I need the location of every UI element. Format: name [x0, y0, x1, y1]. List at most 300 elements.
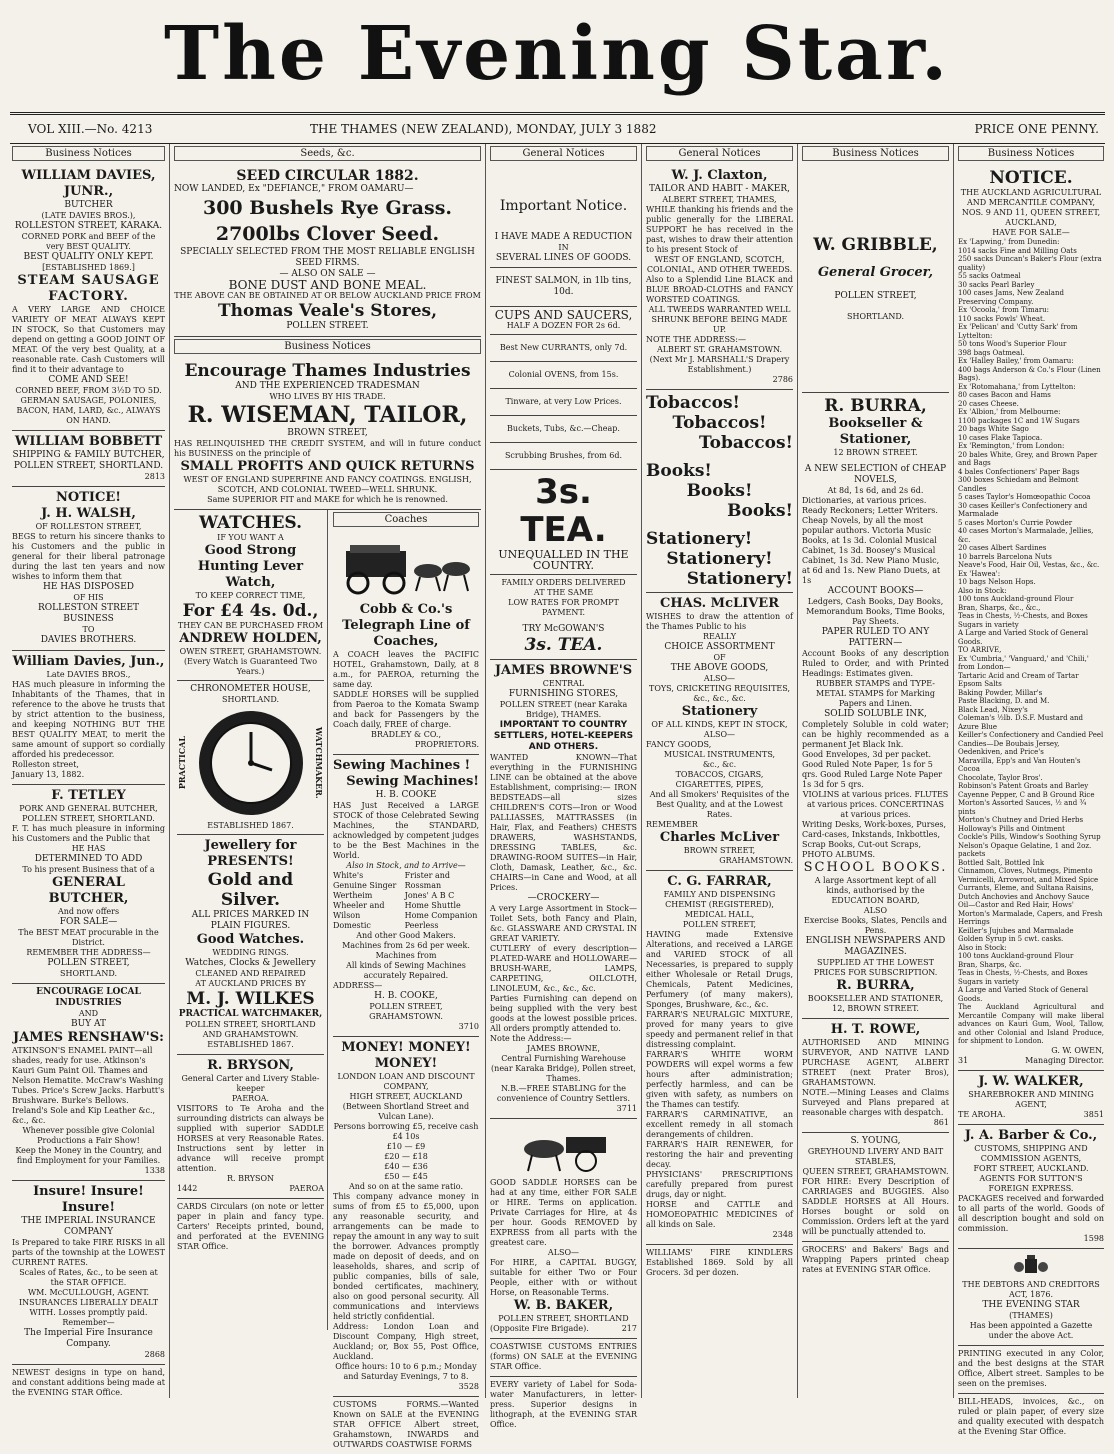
ad-line: DAVIES BROTHERS. [40, 635, 137, 645]
ad-number: 2813 [144, 472, 165, 481]
ad-line: GENERAL BUTCHER, [48, 875, 129, 906]
ad-auckland-agricultural [958, 165, 1104, 1071]
ad-insurance [12, 1181, 165, 1365]
ad-line: Sewing Machines! [346, 774, 479, 789]
ad-line: CORNED BEEF, FROM 3½D TO 5D. [15, 386, 162, 395]
divider [490, 334, 637, 335]
list-item: Baking Powder, Millar's [958, 688, 1043, 697]
sub-column-right [330, 510, 482, 1449]
ad-line: Stationery [681, 704, 758, 719]
ad-gribble [802, 165, 949, 393]
ad-line: Remember— [62, 1318, 115, 1327]
list-item: A Large and Varied Stock of General Goods. [958, 986, 1089, 1003]
ad-line: THE AUCKLAND AGRICULTURAL AND MERCANTILE COMPANY, [960, 188, 1102, 207]
ad-line: HAVE FOR SALE— [992, 228, 1070, 237]
ad-body: BILL-HEADS, invoices, &c., on ruled or plain paper, of every size and quality executed with despatch at the Evening Star Office. [958, 1396, 1104, 1436]
ad-line: DETERMINED TO ADD [34, 854, 143, 864]
ad-line: Colonial OVENS, from 15s. [508, 370, 619, 379]
ad-name: WILLIAM DAVIES, JUNR., [21, 168, 156, 199]
list-item: Morton's Chutney and Dried Herbs [958, 816, 1084, 824]
ad-line: CUSTOMS, SHIPPING AND COMMISSION AGENTS, [974, 1143, 1088, 1163]
list-item: 30 cases Keiller's Confectionery and Marmalade [958, 501, 1088, 518]
ad-body: WISHES to draw the attention of the Thames Public to his [646, 612, 793, 631]
list-item: Cinnamon, Cloves, Nutmegs, Pimento [958, 867, 1093, 875]
machine-list-right [405, 871, 479, 931]
ad-line: THE IMPERIAL INSURANCE COMPANY [21, 1216, 156, 1237]
ad-line: Encourage Thames Industries [184, 361, 471, 381]
ad-line: GRAHAMSTOWN. [719, 856, 793, 865]
ad-walker [958, 1071, 1104, 1125]
ad-line: A large Assortment kept of all kinds, authorised by the EDUCATION BOARD, [814, 876, 937, 905]
column-5 [798, 144, 954, 1398]
ad-line: SHORTLAND. [847, 312, 904, 321]
ad-line: At 8d, 1s 6d, and 2s 6d. [827, 486, 924, 495]
ad-line: BEST QUALITY ONLY KEPT. [23, 252, 154, 262]
ad-line: SHIPPING & FAMILY BUTCHER, [12, 450, 165, 460]
ad-body: The Auckland Agricultural and Mercantile Company will make liberal advances on Kauri Gum, Wool, Tallow, and other Colonial and Island Produce, for shipment to London. [958, 1003, 1104, 1045]
list-item: 300 boxes Schiedam and Belmont Candles [958, 476, 1079, 493]
ad-number: 1442 [177, 1184, 198, 1193]
ad-line: Books! [686, 481, 753, 501]
ad-line: Charles McLiver [659, 830, 780, 845]
ad-bryson [177, 1055, 324, 1199]
ad-line: ENCOURAGE LOCAL INDUSTRIES [36, 987, 141, 1008]
list-item: Sugars in variety [958, 620, 1019, 629]
ad-line: Also in Stock, and to Arrive— [346, 861, 466, 870]
ad-bobbett [12, 431, 165, 487]
ad-line: (Next Mr J. MARSHALL'S Drapery Establishment.) [649, 355, 790, 374]
ad-line: 3s. TEA. [520, 472, 607, 550]
ad-line: ROLLESTON STREET, KARAKA. [14, 221, 163, 231]
ad-line: REMEMBER [646, 820, 698, 829]
ad-line: MUSICAL INSTRUMENTS, [663, 750, 776, 759]
ad-body: FARRAR'S WHITE WORM POWDERS will expel worms a few hours after administration; perfectly harmless, and can be given with safety, as numbers on the Thames can testify. [646, 1050, 793, 1109]
ad-labels [490, 1377, 637, 1434]
divider [490, 267, 637, 268]
ad-coastwise [490, 1339, 637, 1377]
ad-body: For HIRE, a CAPITAL BUGGY, suitable for either Two or Four People, either with or without Horse, on Reasonable Terms. [490, 1258, 637, 1297]
list-item: 20 bags White Sago [958, 425, 1029, 433]
list-item: 5 cases Taylor's Homœopathic Cocoa [958, 493, 1091, 501]
divider [490, 306, 637, 307]
ad-name: THE DEBTORS AND CREDITORS ACT, 1876. [962, 1279, 1100, 1299]
ad-line: WEST OF ENGLAND, SCOTCH, COLONIAL, AND OTHER TWEEDS. [646, 255, 793, 274]
list-item: Epsom Salts [958, 680, 1002, 688]
list-item: Holloway's Pills and Ointment [958, 824, 1065, 833]
ad-line: Whenever possible give Colonial Productions a Fair Show! [22, 1126, 155, 1145]
ad-line: THE ABOVE CAN BE OBTAINED AT OR BELOW AUCKLAND PRICE FROM [174, 291, 481, 300]
list-item: Frister and Rossman [404, 871, 451, 890]
divider [177, 680, 324, 681]
list-item: £20 — £18 [384, 1152, 428, 1161]
ad-line: ALBERT ST. GRAHAMSTOWN. [656, 345, 783, 354]
ad-body: WHILE thanking his friends and the public generally for the LIBERAL SUPPORT he has received in the past, wishes to draw their attention to his present Stock of [646, 205, 793, 254]
ad-line: PAEROA. [231, 1094, 270, 1103]
ad-line: POLLEN STREET, GRAHAMSTOWN. [369, 1002, 443, 1021]
ad-line: Central Furnishing Warehouse (near Karaka Bridge), Pollen street, Thames. [491, 1054, 636, 1083]
ad-line: Watches, Clocks & Jewellery [185, 958, 316, 968]
list-item: Keiller's Jujubes and Marmalade [958, 926, 1074, 935]
ad-line: HE HAS DISPOSED [43, 582, 134, 592]
ad-line: FAMILY AND DISPENSING CHEMIST (REGISTERED), [663, 890, 776, 909]
ad-line: [ESTABLISHED 1869.] [42, 263, 135, 272]
ad-body: HAS much pleasure in informing the Inhabitants of the Thames, that in reference to the above he trusts that by strict attention to the business, and keeping NOTHING BUT THE BEST QUALITY MEAT, to merit the same amount of support so cordially afforded his predecessor. [12, 680, 165, 759]
list-item: 100 tons Auckland-ground Flour [958, 952, 1074, 960]
column-header: Seeds, &c. [174, 146, 481, 161]
list-item: 10 bags Nelson Hops. [958, 578, 1036, 586]
ad-line: SHORTLAND. [60, 969, 117, 978]
list-item: £40 — £36 [384, 1162, 428, 1171]
list-item: 50 tons Wood's Superior Flour [958, 340, 1067, 348]
ad-line: For £4 4s. 0d., [182, 601, 319, 621]
ad-line: Tobaccos! [698, 433, 793, 453]
ad-line: Tinware, at very Low Prices. [505, 397, 622, 406]
ad-line: Office hours: 10 to 6 p.m.; Monday and Saturday Evenings, 7 to 8. [335, 1362, 477, 1381]
ad-line: Machines from 2s 6d per week. Machines from [342, 941, 470, 960]
ad-line: GREYHOUND LIVERY AND BAIT STABLES, [807, 1147, 944, 1166]
ad-name: F. TETLEY [51, 788, 126, 803]
ad-line: STEAM SAUSAGE FACTORY. [17, 273, 160, 304]
ad-line: BUY AT [70, 1019, 106, 1029]
list-item: 10 cases Flake Tapioca. [958, 433, 1043, 442]
ad-line: POLLEN STREET, SHORTLAND AND GRAHAMSTOWN. [185, 1020, 316, 1039]
ad-body: FOR HIRE: Every Description of CARRIAGES and BUGGIES. Also SADDLE HORSES at All Hours. Horses bought or sold on Commission. Orders left at the yard will be punctually attended to. [802, 1177, 949, 1236]
ad-line: ADDRESS— [333, 981, 383, 990]
ad-name: Important Notice. [499, 198, 628, 214]
ad-line: R. BRYSON [226, 1174, 275, 1183]
machine-list [333, 871, 479, 931]
list-item: 20 cases Albert Sardines [958, 544, 1047, 552]
ad-line: 12, BROWN STREET. [832, 1004, 919, 1013]
ad-footer [177, 1184, 324, 1194]
list-item: Ex 'Remington,' from London: [958, 442, 1065, 450]
ad-body: Dictionaries, at various prices. Ready Reckoners; Letter Writers. Cheap Novels, by all the most popular authors. Victoria Music Books, at 1s 3d. Colonial Musical Cabinet, 1s 3d. Boosey's Musical Cabinet, 1s 3d. New Piano Music, at 6d and 1s. New Piano Duets, at 1s [802, 496, 941, 585]
ad-money [333, 1037, 479, 1397]
ad-cooke [333, 755, 479, 1037]
ad-line: TAILOR AND HABIT - MAKER, [649, 184, 790, 194]
ad-name: H. T. ROWE, [830, 1022, 921, 1037]
ad-line: PROPRIETORS. [414, 740, 479, 749]
ad-line: WM. McCULLOUGH, AGENT. [27, 1288, 150, 1297]
ad-body: FARRAR'S CARMINATIVE, an excellent remedy in all stomach derangements of children. [646, 1110, 793, 1139]
ad-name: J. A. Barber & Co., [964, 1127, 1098, 1143]
ad-line: PRACTICAL WATCHMAKER, [178, 1009, 323, 1019]
ad-line: &c., &c., &c. [693, 694, 746, 703]
ad-line: PAEROA [289, 1184, 324, 1193]
ad-line: POLLEN STREET, SHORTLAND. [13, 461, 164, 471]
list-item: 80 cases Bacon and Hams [958, 391, 1051, 399]
ad-line: BROWN STREET, [287, 428, 368, 438]
ad-line: (LATE DAVIES BROS.), [41, 211, 136, 220]
masthead [0, 6, 1114, 102]
ad-body: BEGS to return his sincere thanks to his Customers and the public in general for their liberal patronage during the last ten years and now wishes to inform them that [12, 532, 165, 581]
ad-claxton [646, 165, 793, 390]
ad-line: January 13, 1882. [12, 770, 85, 779]
ad-line: FORT STREET, AUCKLAND. [973, 1163, 1089, 1173]
ad-body: COASTWISE CUSTOMS ENTRIES (forms) ON SALE at the EVENING STAR Office. [490, 1342, 637, 1371]
ad-line: Best New CURRANTS, only 7d. [499, 343, 628, 352]
ad-davies-jun [12, 651, 165, 785]
ad-line: NOS. 9 AND 11, QUEEN STREET, AUCKLAND, [961, 208, 1101, 227]
divider [646, 592, 793, 593]
ad-number: 1338 [144, 1166, 165, 1175]
ad-line: POLLEN STREET, SHORTLAND [498, 1314, 629, 1323]
ad-line: TOYS, CRICKETING REQUISITES, [648, 684, 790, 693]
list-item: Ex 'Pelican' and 'Cutty Sark' from Lyttelton: [958, 323, 1078, 340]
ad-line: FANCY GOODS, [646, 740, 712, 749]
ad-body: Address: London Loan and Discount Company, High street, Auckland; or, Box 55, Post Office, Auckland. [333, 1322, 479, 1361]
ad-browne [490, 660, 637, 1119]
ad-line: HALF A DOZEN FOR 2s 6d. [506, 321, 621, 330]
ad-line: BUTCHER [64, 200, 113, 210]
ad-line: Stationery! [666, 549, 773, 569]
ad-bill-heads [958, 1394, 1104, 1441]
list-item: Ex 'Lapwing,' from Dunedin: [958, 238, 1060, 246]
list-item: Oil—Castor and Red Hair, Hows' [958, 901, 1074, 909]
list-item: 55 sacks Oatmeal [958, 272, 1021, 280]
ad-line: And all Smokers' Requisites of the Best Quality, and at the Lowest Rates. [649, 790, 790, 819]
ad-line: Scrubbing Brushes, from 6d. [504, 451, 623, 460]
ad-renshaw [12, 984, 165, 1181]
ad-name: W. B. BAKER, [513, 1298, 614, 1313]
ad-name: CHAS. McLIVER [659, 596, 780, 611]
ad-body: ATKINSON'S ENAMEL PAINT—all shades, ready for use. Atkinson's Kauri Gum Paint Oil. Thames and Nelson Hematite. McCraw's Washing Tubes. Price's Screw Jacks. Harbutt's Brushware. Burke's Bellows. Ireland's Sole and Kip Leather &c., &c., &c. [12, 1046, 165, 1125]
columns [8, 144, 1108, 1449]
ad-line: CORNED PORK and BEEF of the very BEST QUALITY. [21, 232, 156, 251]
ad-davies [12, 165, 165, 431]
divider [490, 361, 637, 362]
ad-line: Keep the Money in the Country, and find Employment for your Families. [15, 1146, 162, 1165]
divider [177, 834, 324, 835]
list-item: Candies—De Boubais Jersey, Oedenkiven, and Price's [958, 739, 1060, 756]
column-3 [486, 144, 642, 1429]
ad-line: BONE DUST AND BONE MEAL. [228, 278, 427, 292]
ad-line: The Imperial Fire Insurance Company. [24, 1328, 153, 1349]
ad-body: HORSE and CATTLE and HOMOEOPATHIC MEDICINES of all kinds on Sale. [646, 1200, 793, 1229]
list-item: Ex 'Cumbria,' 'Vanguard,' and 'Chili,' from London— [958, 654, 1089, 671]
ad-body: Completely Soluble in cold water; can be highly recommended as a permanent Jet Black Ink. [802, 720, 949, 749]
list-item: Bran, Sharps, &c., &c., [958, 603, 1041, 612]
ad-line: BRADLEY & CO., [370, 730, 442, 739]
ad-name: WILLIAM BOBBETT [14, 434, 163, 449]
list-item: Home Companion [404, 911, 478, 920]
ad-line: PAPER RULED TO ANY PATTERN— [821, 627, 930, 648]
ad-line: TO KEEP CORRECT TIME, [195, 591, 306, 600]
ad-line: AGENTS FOR SUTTON'S FOREIGN EXPRESS. [979, 1173, 1083, 1193]
ad-line: ESTABLISHED 1867. [207, 1040, 294, 1049]
ad-line: SHAREBROKER AND MINING AGENT, [968, 1089, 1094, 1109]
ad-line: AT AUCKLAND PRICES BY [195, 979, 306, 988]
ad-body: CARDS Circulars (on note or letter paper in plain and fancy type. Carters' Receipts printed, bound, and perforated at the EVENING STAR Office. [177, 1202, 324, 1251]
ad-line: WHO LIVES BY HIS TRADE. [269, 392, 386, 401]
ad-walsh [12, 487, 165, 651]
list-item: 30 sacks Pearl Barley [958, 280, 1035, 289]
ad-body: HAS RELINQUISHED THE CREDIT SYSTEM, and will in future conduct his BUSINESS on the principle of [174, 439, 481, 458]
ad-line: THEY CAN BE PURCHASED FROM [177, 621, 324, 630]
ad-line: 3s. TEA. [524, 635, 603, 655]
list-item: £10 — £9 [386, 1142, 426, 1151]
ad-body: FARRAR'S NEURALGIC MIXTURE, proved for many years to give speedy and permanent relief in that distressing complaint. [646, 1010, 793, 1049]
list-item: 250 sacks Duncan's Baker's Flour (extra quality) [958, 255, 1102, 272]
ad-line: POLLEN STREET, [834, 291, 917, 301]
ad-line: 2700lbs Clover Seed. [215, 223, 440, 245]
ad-line: ALSO— [547, 1248, 580, 1257]
list-item: Morton's Assorted Sauces, ½ and ¾ pints [958, 799, 1087, 816]
ad-line: ALSO— [703, 674, 736, 683]
ad-newest-designs [12, 1365, 165, 1402]
ad-customs-forms [333, 1397, 479, 1454]
ad-body: Is Prepared to take FIRE RISKS in all parts of the township at the LOWEST CURRENT RATES. [12, 1238, 165, 1267]
ad-line: BROWN STREET, [683, 846, 756, 855]
list-item: 10 barrels Barcelona Nuts [958, 552, 1052, 561]
list-item: Ex 'Rotomahana,' from Lyttelton: [958, 382, 1076, 391]
ad-line: AND [78, 1009, 99, 1018]
ad-line: AT THE SAME [533, 588, 594, 597]
ad-line: ENGLISH NEWSPAPERS AND MAGAZINES. [805, 936, 946, 957]
sub-column-left [174, 510, 328, 1330]
ad-line: JAMES BROWNE, [526, 1044, 601, 1053]
ad-line: HE HAS [71, 844, 106, 853]
ad-barber [958, 1125, 1104, 1249]
ad-number: 2348 [772, 1230, 793, 1239]
ad-name: Insure! Insure! Insure! [33, 1184, 144, 1215]
ad-line: H. B. COOKE [375, 790, 437, 800]
ad-line: VIOLINS at various prices. FLUTES at various prices. CONCERTINAS at various prices. [802, 790, 949, 819]
list-item: 20 bales White, Grey, and Brown Paper and Bags [958, 450, 1098, 467]
ad-body: Also to a Splendid Line BLACK and BLUE BROAD-CLOTHS and FANCY WORSTED COATINGS. [646, 275, 793, 304]
list-item: Morton's Marmalade, Capers, and Fresh Herrings [958, 909, 1103, 926]
ad-line: Buckets, Tubs, &c.—Cheap. [507, 424, 620, 433]
ad-body: Good Envelopes, 3d per packet. Good Ruled Note Paper, 1s for 5 qrs. Good Ruled Large Note Paper 1s 3d for 5 qrs. [802, 750, 943, 789]
dateline-bar [10, 112, 1105, 144]
ad-body: FARRAR'S HAIR RENEWER, for restoring the hair and preventing decay. [646, 1140, 793, 1169]
ad-name: J. W. WALKER, [978, 1073, 1084, 1089]
ad-number: 217 [621, 1324, 637, 1333]
ad-line: And other Good Makers. [356, 931, 456, 940]
ad-line: RUBBER STAMPS and TYPE-METAL STAMPS for Marking Papers and Linen. [816, 679, 935, 708]
ad-footer [490, 1324, 637, 1334]
ad-line: (THAMES) [1009, 1310, 1053, 1320]
list-item: Coleman's ½lb. D.S.F. Mustard and Azure Blue [958, 714, 1084, 731]
ad-line: (Opposite Fire Brigade). [490, 1324, 589, 1333]
ad-line: G. W. OWEN, [1051, 1045, 1104, 1055]
ad-tetley [12, 785, 165, 984]
ad-line: WEST OF ENGLAND SUPERFINE AND FANCY COATINGS. ENGLISH, SCOTCH, AND COLONIAL TWEED—WELL SHRUNK. [183, 475, 472, 494]
ad-printing [958, 1346, 1104, 1394]
ad-name: R. BURRA, [824, 396, 927, 416]
ad-line: ANDREW HOLDEN, [179, 631, 322, 646]
list-item: Chocolate, Taylor Bros'. [958, 773, 1043, 782]
ad-line: POLLEN STREET, SHORTLAND. [22, 814, 155, 823]
ad-line: BOOKSELLER AND STATIONER, [807, 994, 944, 1003]
ad-cobb [333, 531, 479, 755]
ad-body: Has been appointed a Gazette under the above Act. [969, 1320, 1093, 1340]
ad-grocers [802, 1242, 949, 1279]
ad-line: MEDICAL HALL, [684, 910, 755, 919]
ad-body: PHYSICIANS' PRESCRIPTIONS carefully prepared from purest drugs, day or night. [646, 1170, 793, 1199]
ad-line: 12 BROWN STREET. [833, 448, 918, 457]
ad-line: CHRONOMETER HOUSE, [190, 684, 311, 694]
ad-line: ACCOUNT BOOKS— [827, 586, 924, 596]
ad-line: ALSO [863, 906, 888, 915]
column-header: Business Notices [12, 146, 165, 161]
ad-line: ALBERT STREET, THAMES, [662, 195, 777, 204]
volume-number: VOL XIII.—No. 4213 [28, 122, 153, 136]
ad-line: ESTABLISHED 1867. [207, 821, 294, 830]
ad-footer [958, 1110, 1104, 1120]
ad-line: HIGH STREET, AUCKLAND [349, 1092, 463, 1101]
column-4 [642, 144, 798, 1398]
place-date: THE THAMES (NEW ZEALAND), MONDAY, JULY 3 1882 [310, 122, 657, 136]
divider [490, 442, 637, 443]
ad-line: IN [558, 243, 569, 252]
ad-name: Sewing Machines ! [333, 758, 471, 773]
ad-name: JAMES RENSHAW'S: [13, 1030, 164, 1045]
ad-line: (Between Shortland Street and Vulcan Lane). [342, 1102, 470, 1121]
goods-list [958, 238, 1104, 1003]
ad-name: W. GRIBBLE, [813, 235, 938, 255]
ad-line: TE AROHA. [958, 1109, 1006, 1119]
ad-number: 3851 [1083, 1109, 1104, 1119]
ad-line: H. B. COOKE, [374, 991, 438, 1001]
ad-body: F. T. has much pleasure in informing his Customers and the Public that [12, 824, 165, 843]
machine-list-left [333, 871, 405, 931]
column-6 [954, 144, 1108, 1436]
ad-number: 861 [933, 1118, 949, 1127]
list-item: 4 bales Confectioners' Paper Bags [958, 467, 1080, 476]
ad-body: A COACH leaves the PACIFIC HOTEL, Grahamstown, Daily, at 8 a.m., for PAEROA, returning the same day. [333, 650, 479, 689]
list-item: Also in Stock: [958, 943, 1007, 952]
ad-line: SPECIALLY SELECTED FROM THE MOST RELIABLE ENGLISH SEED FIRMS. [180, 247, 475, 268]
ad-burra [802, 393, 949, 1019]
ad-line: LOW RATES FOR PROMPT PAYMENT. [508, 598, 619, 617]
list-item: 1100 packages 1C and 1W Sugars [958, 416, 1080, 425]
ad-number: 2868 [144, 1350, 165, 1359]
price: PRICE ONE PENNY. [974, 122, 1099, 136]
list-item: Sugars in variety [958, 977, 1019, 986]
ad-line: LONDON LOAN AND DISCOUNT COMPANY, [337, 1072, 475, 1091]
ad-line: Gold and Silver. [207, 870, 294, 910]
list-item: TO ARRIVE, [958, 646, 1002, 654]
ad-name: S. YOUNG, [850, 1136, 901, 1146]
ad-line: AND THE EXPERIENCED TRADESMAN [235, 381, 420, 391]
ad-line: ALL TWEEDS WARRANTED WELL SHRUNK BEFORE BEING MADE UP. [648, 305, 791, 334]
ad-line: Stationery! [646, 529, 753, 549]
ad-number: 3710 [458, 1022, 479, 1031]
ad-body: NOTE.—Mining Leases and Claims Surveyed and Plans prepared at reasonable charges with despatch. [802, 1088, 949, 1117]
ad-baker [490, 1119, 637, 1339]
ad-line: OF [713, 653, 726, 662]
list-item: 400 bags Anderson & Co.'s Flour (Linen Bags). [958, 365, 1101, 382]
ad-line: OWEN STREET, GRAHAMSTOWN. [179, 647, 322, 656]
list-item: A Large and Varied Stock of General Goods. [958, 629, 1089, 646]
list-item: Jones' A B C [404, 891, 455, 900]
ad-line: OF HIS [73, 593, 104, 602]
list-item: Paste Blacking, D. and M. [958, 697, 1050, 705]
ad-line: 300 Bushels Rye Grass. [202, 197, 453, 219]
list-item: Teas in Chests, ½-Chests, and Boxes [958, 612, 1088, 620]
list-item: Robinson's Patent Groats and Barley [958, 782, 1089, 790]
divider [490, 388, 637, 389]
ad-line: QUEEN STREET, GRAHAMSTOWN. [802, 1167, 949, 1176]
list-item: 100 tons Auckland-ground Flour [958, 595, 1074, 603]
ad-line: (Every Watch is Guaranteed Two Years.) [183, 657, 318, 676]
ad-body: WILLIAMS' FIRE KINDLERS Established 1869. Sold by all Grocers. 3d per dozen. [646, 1248, 793, 1277]
horse-cart-icon [504, 1125, 624, 1175]
ad-name: W. J. Claxton, [671, 168, 768, 183]
ad-body: Writing Desks, Work-boxes, Purses, Card-cases, Inkstands, Inkbottles, Scrap Books, Cut-out Scraps, PHOTO ALBUMS. [802, 820, 947, 859]
list-item: Bran, Sharps, &c. [958, 960, 1022, 969]
